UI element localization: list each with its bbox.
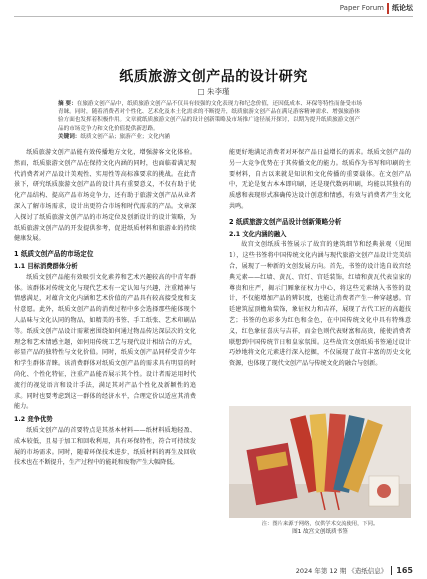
article-title: 纸质旅游文创产品的设计研究 [119,69,308,85]
figure-caption: 图1 故宫文创纸质书签 [292,529,348,535]
paragraph-culture: 故宫文创纸质书签展示了故宫的建筑细节和经典景观（见图1），这些书签将中国传统文化内涵与现代旅游文创产品设计完美结合，展现了一种新的文创发展方向。首先，书签的设计选自故宫经典元素——红墙、黄瓦、宫灯、宫廷装饰，红墙和黄瓦代表皇家的尊贵和庄严，揭示门厢象征权力中心，将这些元素纳入书签的设计，不仅能增加产品的辨识度，也能让消费者产生一种穿越感。宫廷建筑屋顶檐角装饰，象征权力和吉祥，展现了古代工匠的高超技艺；书签的色彩多为红色和金色，在中国传统文化中具有特殊意义，红色象征喜庆与吉祥，而金色则代表财富和高贵，能使消费者联想到中国传统节日和皇家氛围。这些故宫文创纸质书签通过设计巧妙地将文化元素进行深入挖掘，不仅展现了故宫丰富的历史文化资源，也体现了现代文创产品与传统文化的融合与创新。 [229,241,411,368]
keywords-text: 纸质文创产品；旅游产业；文化内涵 [80,133,170,140]
paragraph-continued: 能更好地满足消费者对环保产品日益增长的需求。纸质文创产品的另一大竞争优势在于其传播文化的能力。纸质作为书写和印刷的主要材料，自古以来就是知识和文化传播的重要载体。在文创产品中，无论是复古本本即印刷，还是现代数码印刷，均能以其独有的质感和表现形式准确传达设计创意和情感，有效与消费者产生文化共鸣。 [229,149,411,210]
figure-note: 注：图片来源于网络，仅供学术交流使用，下同。 [261,521,379,527]
subsection-heading-1-2: 1.2 竞争优势 [14,416,53,424]
issue-info: 2024 年第 12 期 《造纸信息》 [295,567,388,575]
section-heading-1: 1 纸质文创产品的市场定位 [14,250,94,259]
abstract-block [58,100,364,141]
header-rule [14,16,413,17]
page-footer [296,566,413,575]
abstract-text: 在旅游文创产品中，纸质旅游文创产品不仅具有较强的文化表现力和纪念价值，还因低成本、环保等特性而备受市场青睐。同时，随着消费者对个性化、艺术化及本土化需求的不断提升，纸质旅游文创产品在满足游客精神需求、增强旅游体验方面也发挥着积极作用。文章就纸质旅游文创产品的设计创新策略及市场推广途径展开探讨，以期为提升纸质旅游文创产品的市场竞争力和文化价值提供新思路。 [58,101,363,132]
paragraph-target-group: 纸质文创产品能有效吸引文化素养和艺术兴趣较高的中青年群体。该群体对传统文化与现代艺术有一定认知与兴趣，注重精神与情感满足，对蕴含文化内涵和艺术价值的产品具有较高接受度和支付意愿。此外，纸质文创产品的消费过程中多会选择那些能体现个人品味与文化认同的物品，如精美的书签、手工纸张、艺术印刷品等。纸质文创产品设计需紧密围绕如何通过物品传达深层次的文化理念和艺术情感主题，如何用传统工艺与现代设计相结合的方式，彰显产品的独特性与文化价值。同时，纸质文创产品同样受青少年和学生群体青睐。该消费群体对纸质文创产品的需求具有明显的时尚化、个性化特征，注重产品能否展示其个性。设计者需运用时代流行的视觉语言和设计手法，满足其对产品个性化及新颖性的追求。同时也要考虑到这一群体的经济水平，合理定价以适应其消费能力。 [14,273,196,411]
intro-paragraph: 纸质旅游文创产品能有效传播地方文化，增强游客文化体验。然而，纸质旅游文创产品在保持文化内涵的同时，也面临着满足现代消费者对产品设计美观性、实用性等高标准要求的挑战。在此背景下，研究纸质旅游文创产品的设计具有重要意义，不仅有助于优化产品结构、提高产品市场竞争力，还有助于旅游文创产品从业者深入了解市场需求，设计出更符合市场和时代需求的产品。文章深入探讨了纸质旅游文创产品的市场定位及创新设计的设计策略，为纸质旅游文创产品的开发提供参考，促进纸质材料和旅游业的持续健康发展。 [14,149,196,243]
journal-name: Paper Forum [339,4,384,12]
bookmark-photo-illustration [229,406,411,518]
left-column [14,148,196,469]
running-header [340,0,413,16]
section-name: 纸论坛 [392,4,413,12]
abstract-label: 摘 要： [58,101,77,107]
right-column [229,148,411,370]
keywords-label: 关键词： [58,133,81,140]
subsection-heading-2-1: 2.1 文化内涵的融入 [229,230,287,238]
subsection-heading-1-1: 1.1 目标消费群体分析 [14,262,78,270]
figure-image [229,406,411,518]
footer-divider [391,566,392,575]
paragraph-advantage: 纸质文创产品的首要特点是其基本材料——纸材料质地轻盈、成本较低，且易于加工和回收利用，具有环保特性，符合可持续发展的市场需求。同时，随着环保技术进步，纸质材料的再生及回收技术也在不断提升，生产过程中的能耗和废物产生大幅降低。 [14,426,196,467]
section-heading-2: 2 纸质旅游文创产品设计创新策略分析 [229,217,342,226]
page-number: 165 [396,566,413,575]
article-author: □ 朱李瑾 [197,87,230,96]
header-accent-bar [387,3,389,14]
